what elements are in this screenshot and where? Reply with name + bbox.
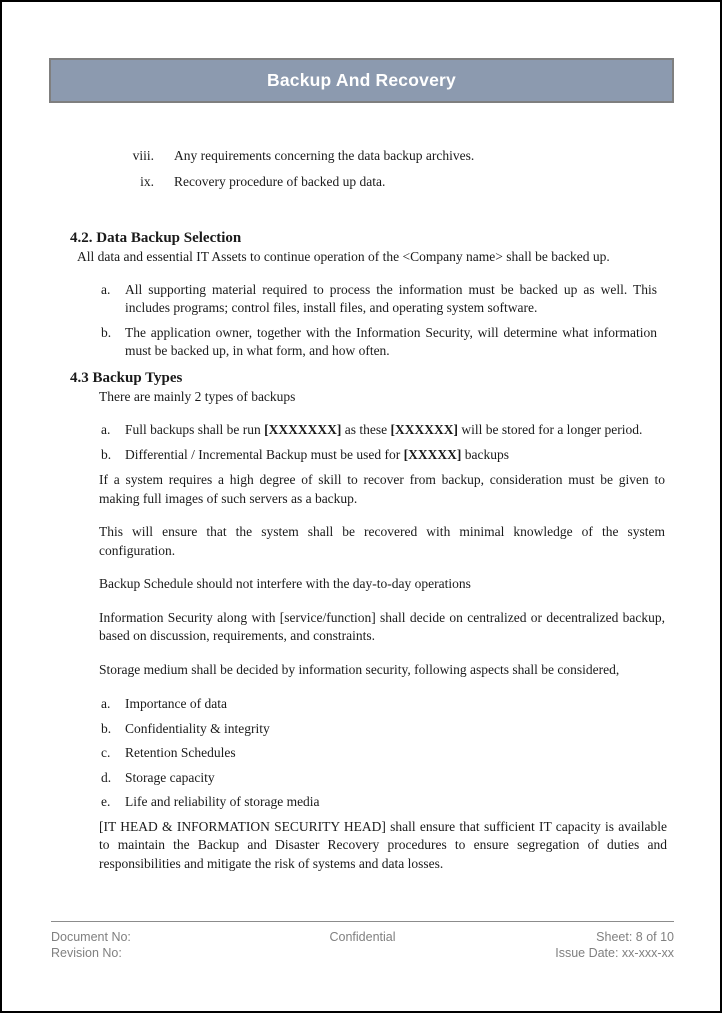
footer-left xyxy=(51,929,259,961)
text-segment: Full backups shall be run xyxy=(125,422,265,437)
list-item xyxy=(51,147,673,166)
list-marker: c. xyxy=(101,745,111,760)
roman-numbered-list xyxy=(51,147,673,191)
document-title-bar xyxy=(49,58,674,103)
list-marker: a. xyxy=(101,422,111,437)
paragraph: This will ensure that the system shall be recovered with minimal knowledge of the system configuration. xyxy=(99,524,665,558)
paragraph: Information Security along with [service/function] shall decide on centralized or decentralized backup, based on discussion, requirements, and constraints. xyxy=(99,609,665,643)
paragraph: Backup Schedule should not interfere with the day-to-day operations xyxy=(99,576,471,591)
footer-center xyxy=(259,929,467,961)
text-segment: Differential / Incremental Backup must be used for xyxy=(125,446,404,462)
text-segment: as these xyxy=(341,422,391,437)
list-marker: b. xyxy=(101,720,112,736)
lettered-list-4-3 xyxy=(51,421,673,464)
list-item-text: Life and reliability of storage media xyxy=(125,794,320,809)
section-4-3-intro: There are mainly 2 types of backups xyxy=(99,388,296,404)
issue-date: Issue Date: xx-xxx-xx xyxy=(555,946,674,960)
footer-right xyxy=(466,929,674,961)
document-no-label: Document No: xyxy=(51,930,131,944)
list-item xyxy=(101,421,673,440)
list-item-text xyxy=(125,446,657,465)
list-item xyxy=(101,793,673,812)
list-marker: a. xyxy=(101,696,111,711)
list-item xyxy=(101,720,673,739)
text-segment: backups xyxy=(461,446,510,462)
list-item-text: Confidentiality & integrity xyxy=(125,720,270,736)
revision-no-label: Revision No: xyxy=(51,946,122,960)
list-item-text: Importance of data xyxy=(125,696,227,711)
list-item xyxy=(51,173,673,192)
list-item-text: Recovery procedure of backed up data. xyxy=(174,173,386,189)
section-heading-4-2: 4.2. Data Backup Selection xyxy=(70,230,242,246)
closing-paragraph: [IT HEAD & INFORMATION SECURITY HEAD] shall ensure that sufficient IT capacity is available to maintain the Backup and Disaster Recovery procedures to ensure segregation of duties and responsibilities and mitigate the risk of systems and data losses. xyxy=(99,818,667,871)
list-marker: e. xyxy=(101,794,111,809)
sheet-number: Sheet: 8 of 10 xyxy=(596,930,674,944)
list-item xyxy=(101,281,673,318)
document-title: Backup And Recovery xyxy=(267,70,456,90)
document-body xyxy=(51,147,673,873)
list-item xyxy=(101,695,673,714)
document-footer xyxy=(51,921,674,961)
list-item xyxy=(101,324,673,361)
list-marker: b. xyxy=(101,446,112,462)
list-item xyxy=(101,446,673,465)
confidential-label: Confidential xyxy=(329,930,396,944)
list-item-text: Storage capacity xyxy=(125,769,215,785)
lettered-list-4-2 xyxy=(51,281,673,361)
placeholder-bold: [XXXXX] xyxy=(403,446,462,462)
list-item-text xyxy=(125,421,657,440)
paragraph: Storage medium shall be decided by information security, following aspects shall be considered, xyxy=(99,661,620,677)
list-item-text: Retention Schedules xyxy=(125,745,236,760)
list-marker: a. xyxy=(101,281,111,297)
list-marker: viii. xyxy=(132,148,154,163)
section-heading-4-3: 4.3 Backup Types xyxy=(70,369,183,386)
list-item-text: The application owner, together with the Information Security, will determine what information must be backed up, in what form, and how often. xyxy=(125,324,657,358)
paragraph: If a system requires a high degree of skill to recover from backup, consideration must be given to making full images of such servers as a backup. xyxy=(99,472,665,506)
list-item-text: Any requirements concerning the data backup archives. xyxy=(174,148,475,163)
section-4-2-intro: All data and essential IT Assets to continue operation of the <Company name> shall be backed up. xyxy=(77,249,610,264)
placeholder-bold: [XXXXXX] xyxy=(390,422,458,437)
list-marker: ix. xyxy=(140,173,154,189)
list-item-text: All supporting material required to process the information must be backed up as well. This includes programs; control files, install files, and operating system software. xyxy=(125,281,657,315)
list-marker: b. xyxy=(101,324,112,340)
list-item xyxy=(101,744,673,763)
storage-aspects-list xyxy=(51,695,673,812)
list-marker: d. xyxy=(101,769,112,785)
placeholder-bold: [XXXXXXX] xyxy=(264,422,342,437)
list-item xyxy=(101,769,673,788)
text-segment: will be stored for a longer period. xyxy=(457,422,643,437)
